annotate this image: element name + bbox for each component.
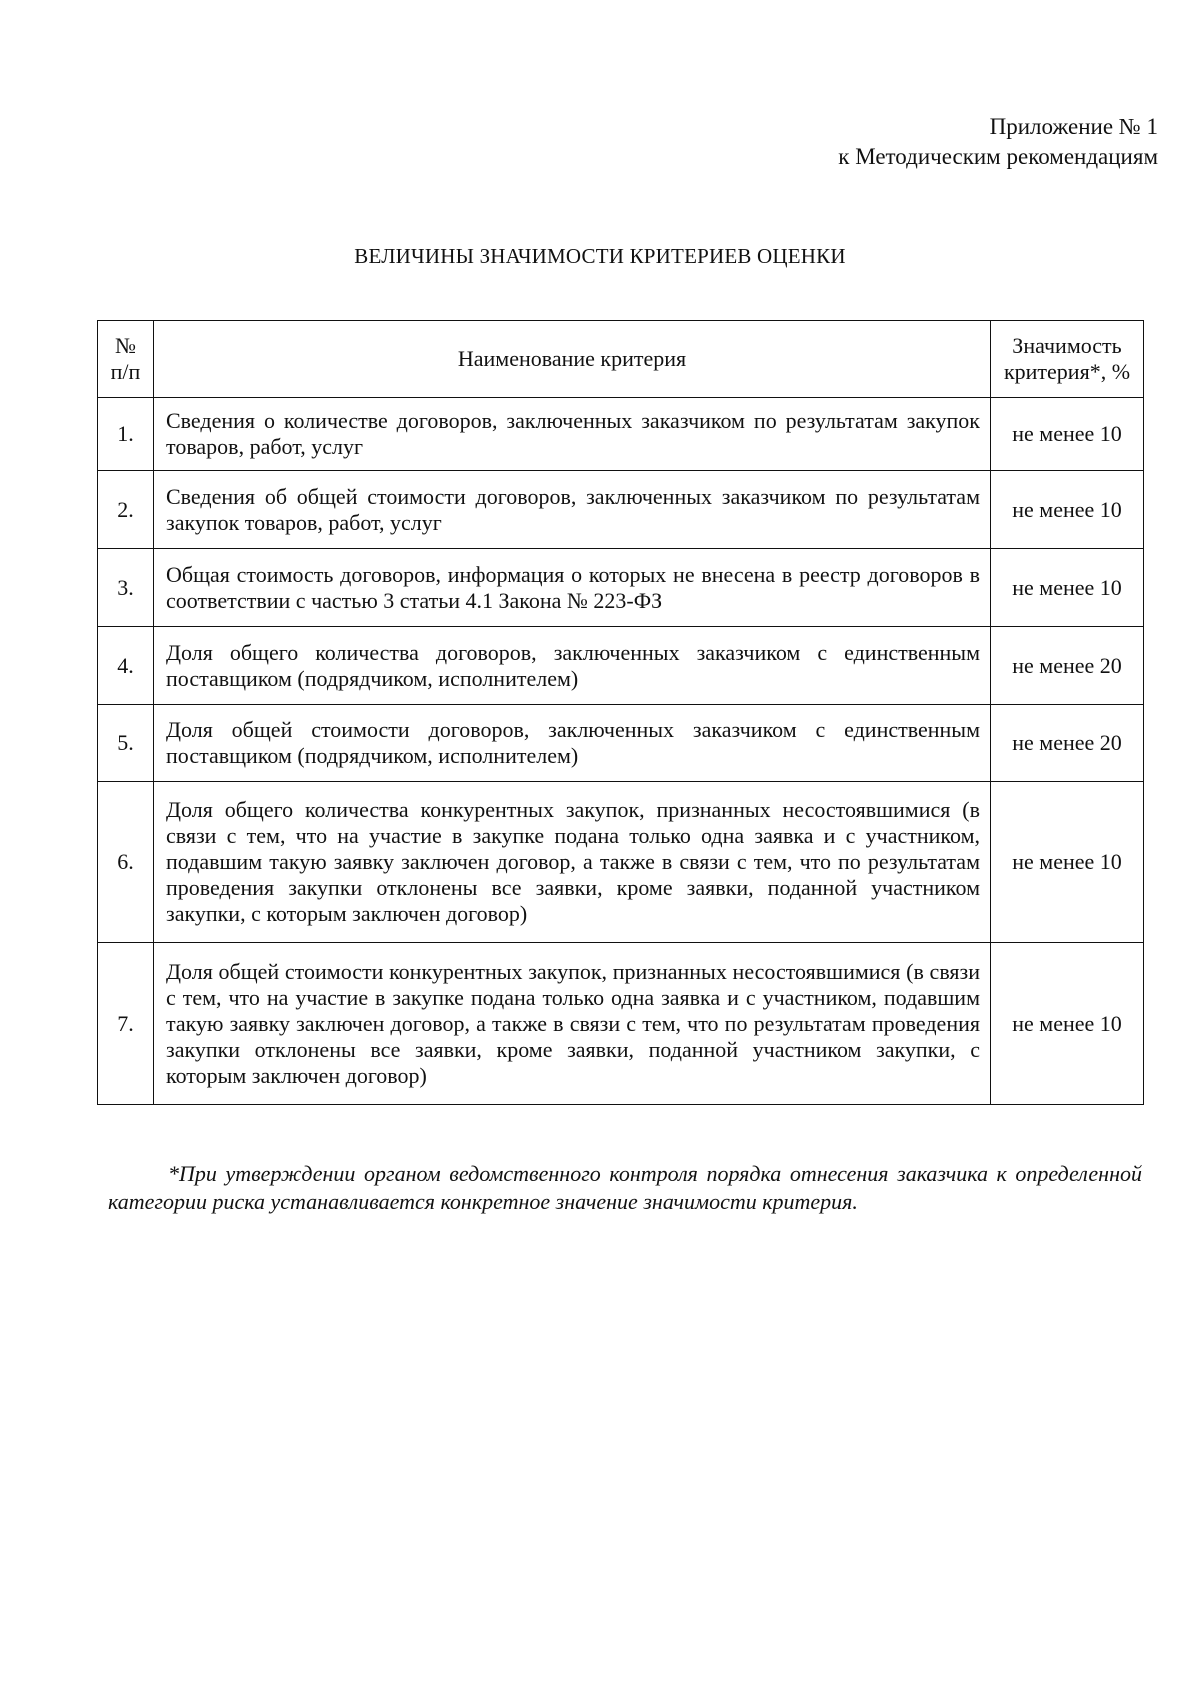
header-number-line-1: № [115,333,136,358]
row-number: 1. [98,398,154,471]
appendix-reference [838,112,1158,172]
header-number-line-2: п/п [110,359,141,384]
table-row [98,627,1144,705]
row-significance: не менее 20 [991,705,1144,782]
table-row [98,943,1144,1105]
row-significance: не менее 10 [991,782,1144,943]
appendix-line-2: к Методическим рекомендациям [838,144,1158,169]
row-criterion-name: Доля общей стоимости договоров, заключенных заказчиком с единственным поставщиком (подрядчиком, исполнителем) [154,705,991,782]
table-row [98,398,1144,471]
footnote: *При утверждении органом ведомственного контроля порядка отнесения заказчика к определенной категории риска устанавливается конкретное значение значимости критерия. [108,1161,1142,1214]
row-significance: не менее 10 [991,943,1144,1105]
row-number: 4. [98,627,154,705]
criteria-table [97,320,1144,1105]
header-significance-line-1: Значимость [1012,333,1122,358]
table-row [98,705,1144,782]
row-significance: не менее 20 [991,627,1144,705]
table-header-row [98,321,1144,398]
row-criterion-name: Сведения об общей стоимости договоров, заключенных заказчиком по результатам закупок товаров, работ, услуг [154,471,991,549]
document-title: ВЕЛИЧИНЫ ЗНАЧИМОСТИ КРИТЕРИЕВ ОЦЕНКИ [354,244,846,268]
row-number: 2. [98,471,154,549]
row-number: 3. [98,549,154,627]
row-criterion-name: Доля общей стоимости конкурентных закупок, признанных несостоявшимися (в связи с тем, что на участие в закупке подана только одна заявка и с участником, подавшим такую заявку заключен договор, а также в связи с тем, что по результатам проведения закупки отклонены все заявки, кроме заявки, поданной участником закупки, с которым заключен договор) [154,943,991,1105]
table-row [98,471,1144,549]
header-significance-line-2: критерия*, % [1003,359,1131,384]
appendix-line-1: Приложение № 1 [989,114,1158,139]
row-criterion-name: Общая стоимость договоров, информация о которых не внесена в реестр договоров в соответствии с частью 3 статьи 4.1 Закона № 223-ФЗ [154,549,991,627]
header-significance [991,321,1144,398]
row-number: 7. [98,943,154,1105]
row-significance: не менее 10 [991,398,1144,471]
row-criterion-name: Доля общего количества договоров, заключенных заказчиком с единственным поставщиком (подрядчиком, исполнителем) [154,627,991,705]
row-number: 6. [98,782,154,943]
row-significance: не менее 10 [991,471,1144,549]
row-number: 5. [98,705,154,782]
table-row [98,782,1144,943]
row-criterion-name: Сведения о количестве договоров, заключенных заказчиком по результатам закупок товаров, работ, услуг [154,398,991,471]
row-significance: не менее 10 [991,549,1144,627]
header-criterion-name: Наименование критерия [154,321,991,398]
table-row [98,549,1144,627]
row-criterion-name: Доля общего количества конкурентных закупок, признанных несостоявшимися (в связи с тем, что на участие в закупке подана только одна заявка и с участником, подавшим такую заявку заключен договор, а также в связи с тем, что по результатам проведения закупки отклонены все заявки, кроме заявки, поданной участником закупки, с которым заключен договор) [154,782,991,943]
header-number [98,321,154,398]
